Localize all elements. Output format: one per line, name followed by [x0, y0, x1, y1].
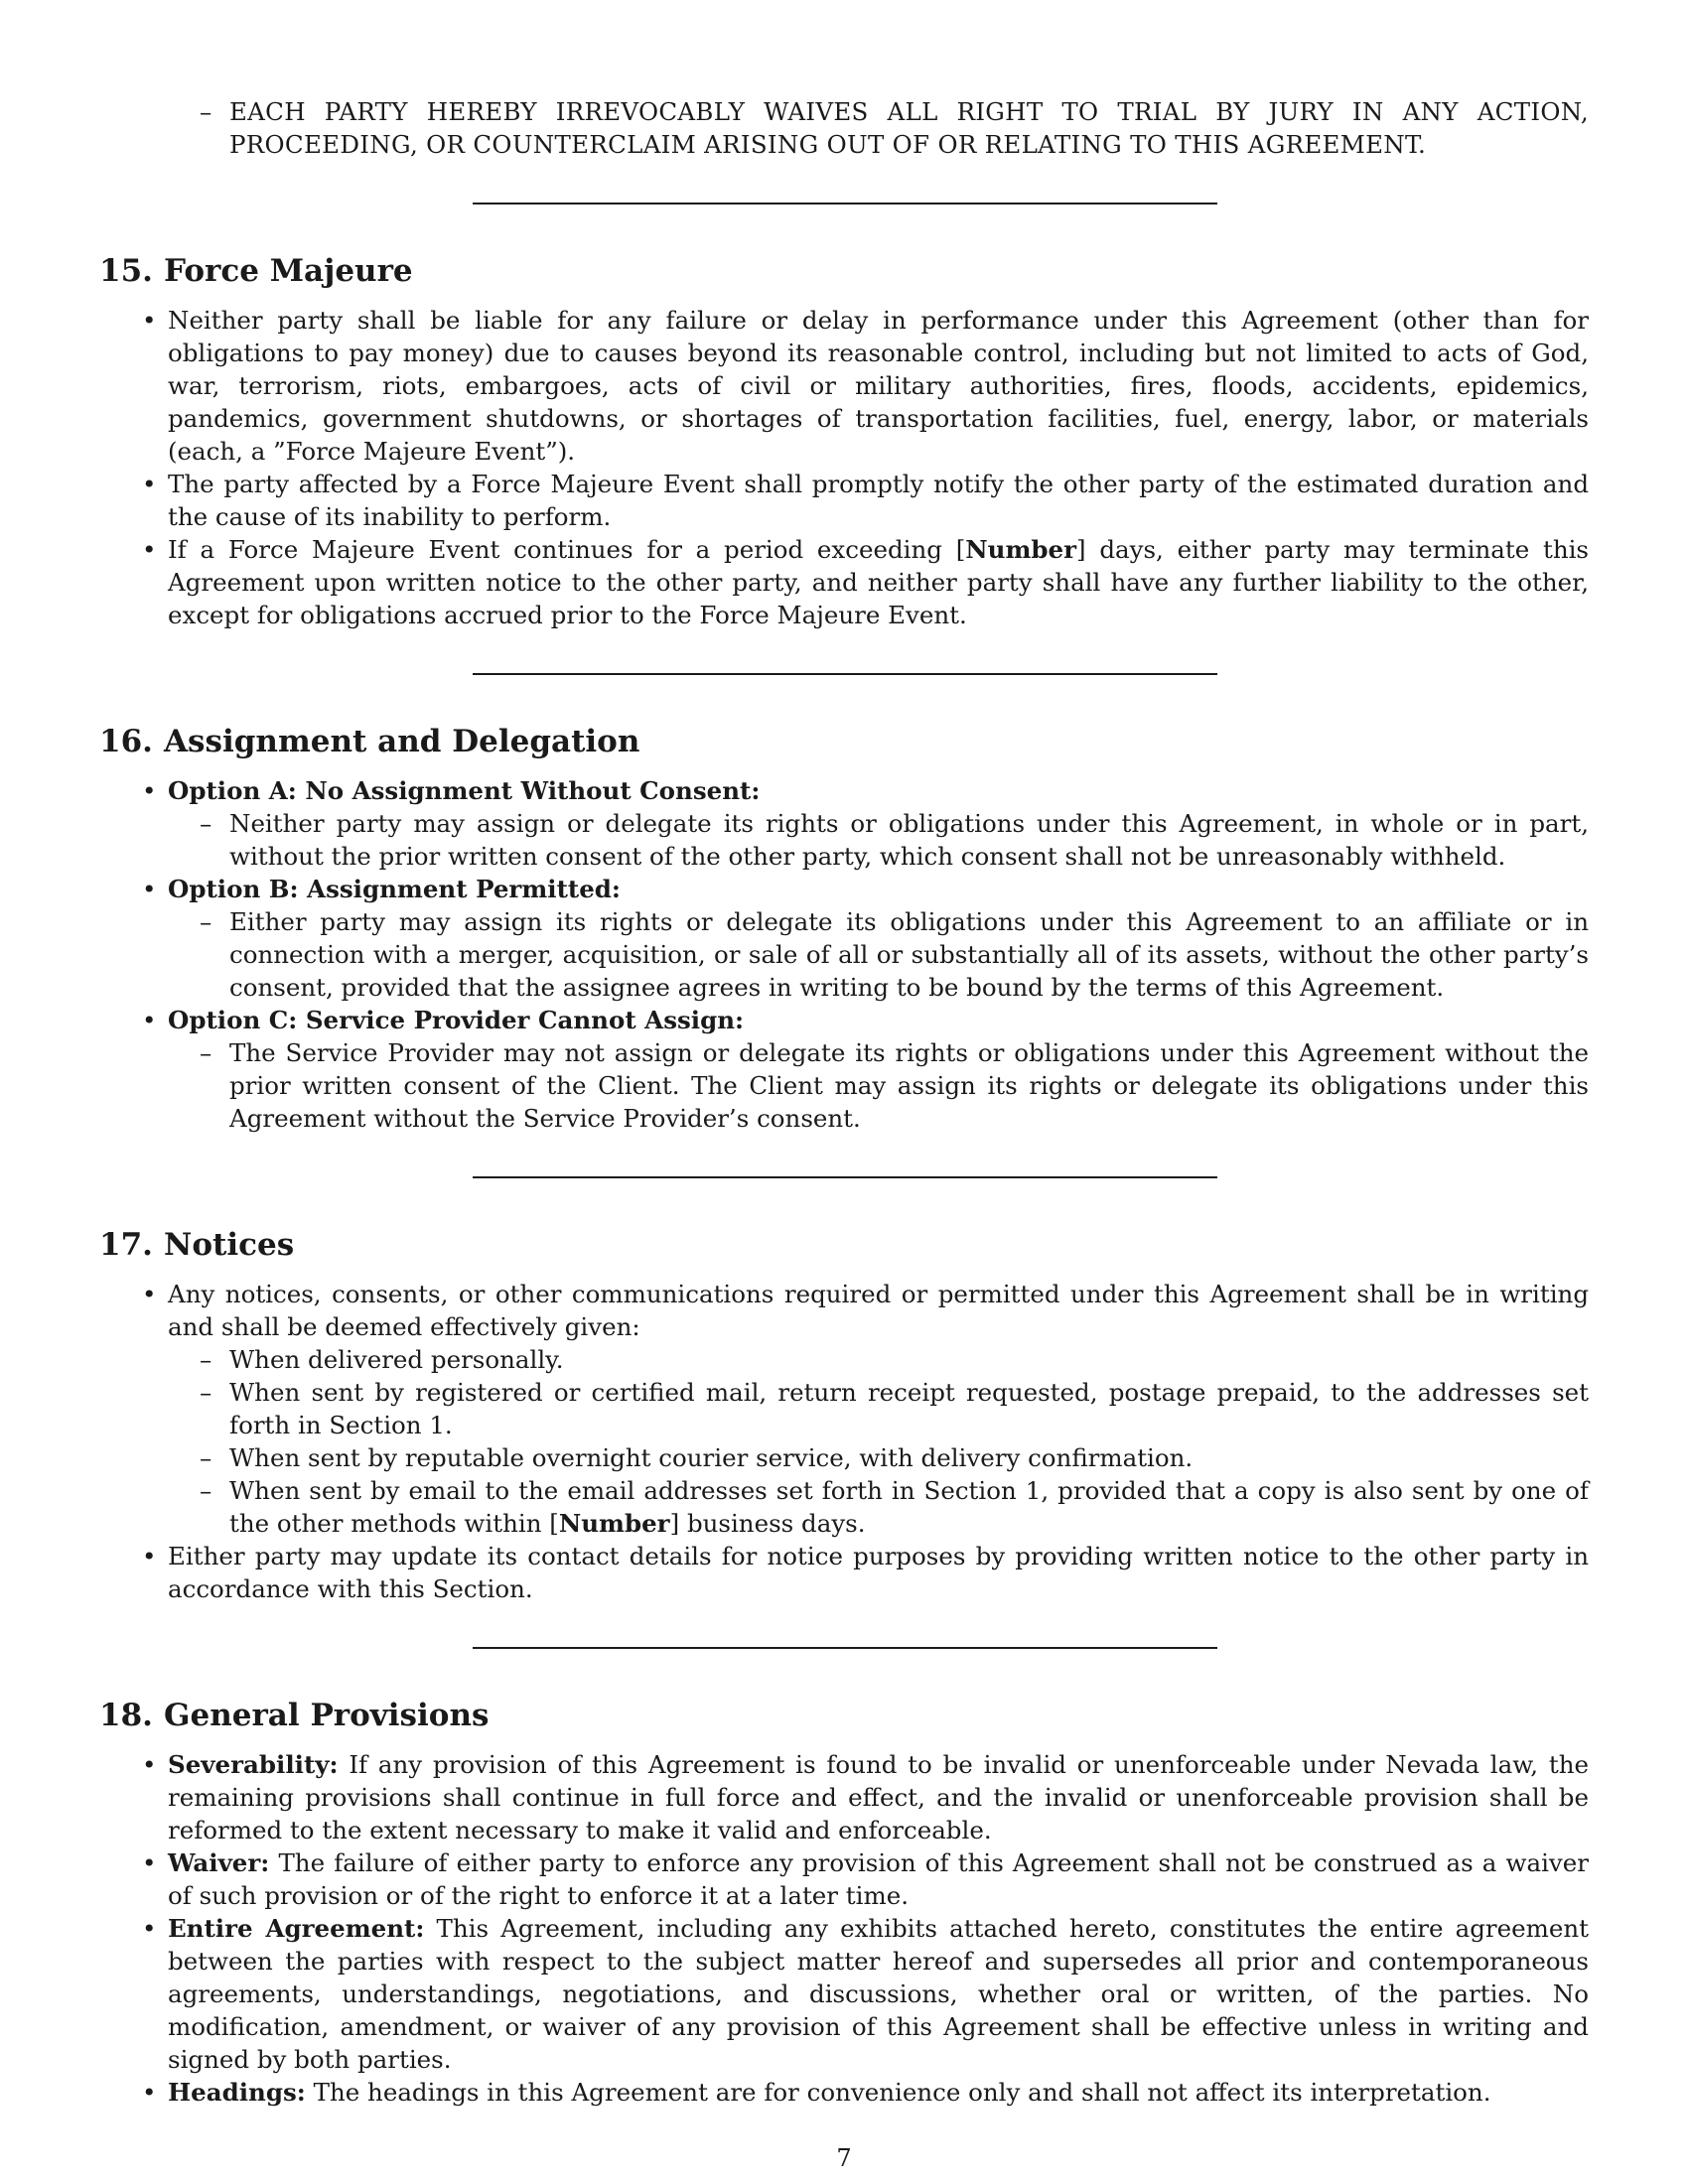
list-item: [168, 1278, 1589, 1540]
provision-label: Headings:: [168, 2078, 306, 2107]
provision-text: The failure of either party to enforce any provision of this Agreement shall not be construed as a waiver of such provision or of the right to enforce it at a later time.: [168, 1848, 1589, 1910]
section-17-list: [99, 1278, 1589, 1605]
list-item: [168, 1004, 1589, 1135]
delivery-method: – When sent by reputable overnight courier service, with delivery confirmation.: [229, 1441, 1589, 1474]
option-detail-list: [168, 807, 1589, 873]
list-item: • Either party may update its contact details for notice purposes by providing written notice to the other party in accordance with this Section.: [168, 1540, 1589, 1605]
section-18-list: [99, 1748, 1589, 2109]
section-number: 17.: [99, 1227, 153, 1263]
delivery-method: – When sent by registered or certified mail, return receipt requested, postage prepaid, to the addresses set forth in Section 1.: [229, 1376, 1589, 1441]
delivery-methods-list: [168, 1343, 1589, 1540]
provision-text: The headings in this Agreement are for convenience only and shall not affect its interpretation.: [305, 2078, 1491, 2107]
delivery-method: – When delivered personally.: [229, 1343, 1589, 1376]
option-label: Option A: No Assignment Without Consent:: [168, 776, 761, 805]
provision-label: Entire Agreement:: [168, 1914, 425, 1943]
delivery-method: [229, 1474, 1589, 1540]
placeholder-number: Number: [965, 535, 1077, 564]
section-divider: [473, 1176, 1217, 1178]
text-run: ] business days.: [669, 1509, 866, 1538]
list-item: [168, 2076, 1589, 2109]
list-item: [168, 1748, 1589, 1846]
list-item: [168, 1846, 1589, 1912]
list-item: • Neither party shall be liable for any failure or delay in performance under this Agreement (other than for obligations to pay money) due to causes beyond its reasonable control, including but not limited to acts of God, war, terrorism, riots, embargoes, acts of civil or military authorities, fires, floods, accidents, epidemics, pandemics, government shutdowns, or shortages of transportation facilities, fuel, energy, labor, or materials (each, a ”Force Majeure Event”).: [168, 304, 1589, 468]
text-run: ] days, either party may terminate this Agreement upon written notice to the other party, and neither party shall have any further liability to the other, except for obligations accrued prior to the Force Majeure Event.: [168, 535, 1590, 629]
option-detail-list: [168, 905, 1589, 1004]
section-title: Force Majeure: [164, 253, 413, 289]
section-title: General Provisions: [164, 1698, 490, 1733]
section-divider: [473, 203, 1217, 205]
text-run: When sent by email to the email addresses set forth in Section 1, provided that a copy is also sent by one of the other methods within [: [229, 1476, 1589, 1538]
section-17-heading: [99, 1226, 1589, 1264]
page-number: 7: [836, 2144, 852, 2172]
provision-text: This Agreement, including any exhibits attached hereto, constitutes the entire agreement between the parties with respect to the subject matter hereof and supersedes all prior and contemporaneous agreements, understandings, negotiations, and discussions, whether oral or written, of the parties. No modification, amendment, or waiver of any provision of this Agreement shall be effective unless in writing and signed by both parties.: [168, 1914, 1589, 2074]
section-divider: [473, 673, 1217, 675]
option-label: Option C: Service Provider Cannot Assign:: [168, 1006, 745, 1034]
provision-text: If any provision of this Agreement is found to be invalid or unenforceable under Nevada law, the remaining provisions shall continue in full force and effect, and the invalid or unenforceable provision shall be reformed to the extent necessary to make it valid and enforceable.: [168, 1750, 1589, 1844]
text-run: Any notices, consents, or other communications required or permitted under this Agreement shall be in writing and shall be deemed effectively given:: [168, 1280, 1589, 1341]
list-item: [168, 1912, 1589, 2076]
option-detail-list: [168, 1036, 1589, 1135]
section-number: 16.: [99, 724, 153, 759]
section-title: Assignment and Delegation: [164, 724, 640, 759]
option-text: – The Service Provider may not assign or delegate its rights or obligations under this Agreement without the prior written consent of the Client. The Client may assign its rights or delegate its obligations under this Agreement without the Service Provider’s consent.: [229, 1036, 1589, 1135]
jury-waiver-list: [99, 95, 1589, 161]
section-15-heading: [99, 252, 1589, 290]
provision-label: Waiver:: [168, 1848, 270, 1877]
section-title: Notices: [164, 1227, 295, 1263]
option-text: – Either party may assign its rights or delegate its obligations under this Agreement to an affiliate or in connection with a merger, acquisition, or sale of all or substantially all of its assets, without the other party’s consent, provided that the assignee agrees in writing to be bound by the terms of this Agreement.: [229, 905, 1589, 1004]
document-page: [99, 95, 1589, 2109]
option-label: Option B: Assignment Permitted:: [168, 875, 621, 903]
text-run: If a Force Majeure Event continues for a period exceeding [: [168, 535, 966, 564]
section-number: 15.: [99, 253, 153, 289]
option-text: – Neither party may assign or delegate its rights or obligations under this Agreement, in whole or in part, without the prior written consent of the other party, which consent shall not be unreasonably withheld.: [229, 807, 1589, 873]
list-item: [168, 873, 1589, 1004]
section-number: 18.: [99, 1698, 153, 1733]
jury-waiver-item: – EACH PARTY HEREBY IRREVOCABLY WAIVES ALL RIGHT TO TRIAL BY JURY IN ANY ACTION, PROCEEDING, OR COUNTERCLAIM ARISING OUT OF OR RELATING TO THIS AGREEMENT.: [229, 95, 1589, 161]
section-16-heading: [99, 723, 1589, 760]
list-item: [168, 533, 1589, 631]
section-18-heading: [99, 1697, 1589, 1734]
placeholder-number: Number: [558, 1509, 670, 1538]
section-16-list: [99, 774, 1589, 1135]
list-item: [168, 774, 1589, 873]
provision-label: Severability:: [168, 1750, 339, 1779]
list-item: • The party affected by a Force Majeure Event shall promptly notify the other party of the estimated duration and the cause of its inability to perform.: [168, 468, 1589, 533]
section-15-list: [99, 304, 1589, 631]
section-divider: [473, 1647, 1217, 1649]
